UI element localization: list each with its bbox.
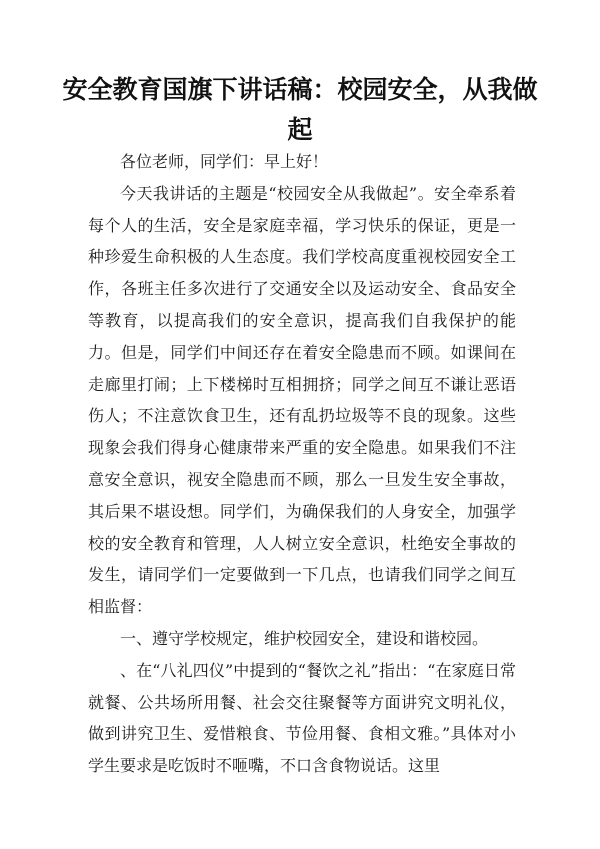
document-title: 安全教育国旗下讲话稿：校园安全，从我做起 [62, 75, 538, 144]
section-heading-paragraph: 一、遵守学校规定，维护校园安全，建设和谐校园。 [120, 628, 489, 648]
body-paragraph: 今天我讲话的主题是“校园安全从我做起”。安全牵系着每个人的生活，安全是家庭幸福，学习快乐的保证，更是一种珍爱生命积极的人生态度。我们学校高度重视校园安全工作，各班主任多次进行了交通安全以及运动安全、食品安全等教育，以提高我们的安全意识，提高我们自我保护的能力。但是，同学们中间还存在着安全隐患而不顾。如课间在走廊里打闹；上下楼梯时互相拥挤；同学之间互不谦让恶语伤人；不注意饮食卫生，还有乱扔垃圾等不良的现象。这些现象会我们得身心健康带来严重的安全隐患。如果我们不注意安全意识，视安全隐患而不顾，那么一旦发生安全事故，其后果不堪设想。同学们，为确保我们的人身安全，加强学校的安全教育和管理，人人树立安全意识，杜绝安全事故的发生，请同学们一定要做到一下几点，也请我们同学之间互相监督： [88, 183, 516, 617]
greeting-paragraph: 各位老师，同学们：早上好！ [120, 152, 329, 171]
body-paragraph: 、在“八礼四仪”中提到的“餐饮之礼”指出：“在家庭日常就餐、公共场所用餐、社会交往聚餐等方面讲究文明礼仪，做到讲究卫生、爱惜粮食、节俭用餐、食相文雅。”具体对小学生要求是吃饭时不咂嘴，不口含食物说话。这里 [88, 660, 516, 776]
document-body [88, 146, 516, 782]
